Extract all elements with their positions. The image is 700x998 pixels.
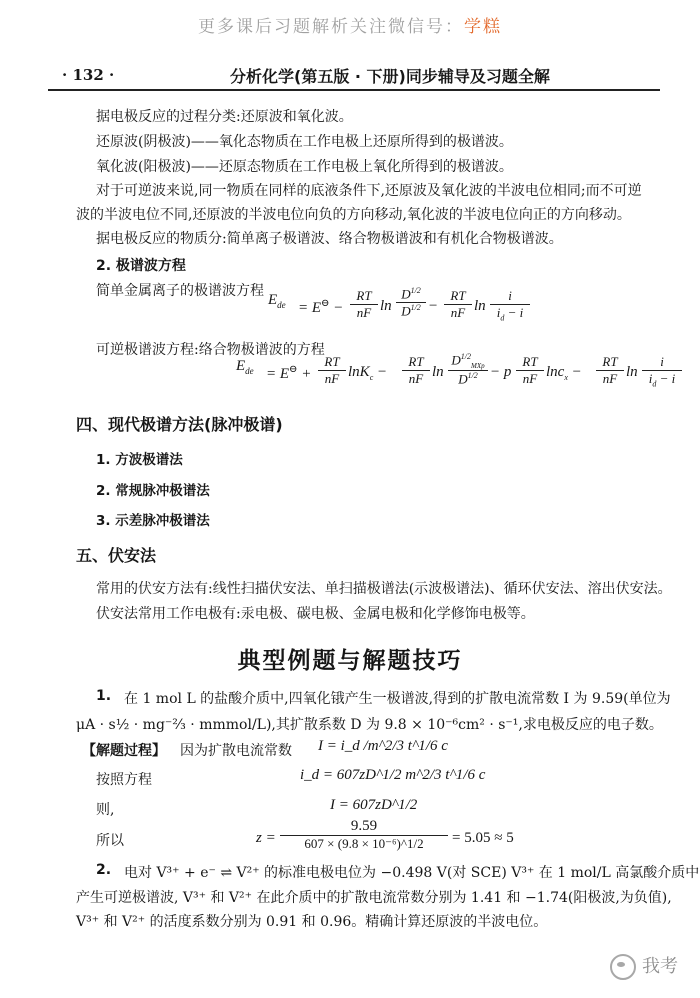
examples-title: 典型例题与解题技巧 [237, 648, 463, 674]
eq1-frac-d: $D^{1/2}$ $D^{1/2}$ [396, 286, 426, 320]
formula-z-rhs: = 5.05 ≈ 5 [452, 830, 514, 846]
intro-line-6: 据电极反应的物质分:简单离子极谱波、络合物极谱波和有机化合物极谱波。 [96, 231, 563, 247]
solution-text: 因为扩散电流常数 [180, 743, 292, 759]
q2-number: 2. [96, 862, 112, 878]
q1-line-2: μA · s½ · mg⁻⅔ · mmmol/L),其扩散系数 D 为 9.8 × 10⁻⁶cm² · s⁻¹,求电极反应的电子数。 [76, 717, 663, 733]
section-heading-voltammetry: 五、伏安法 [76, 546, 157, 565]
simple-ion-equation-label: 简单金属离子的极谱波方程 [96, 283, 264, 299]
watermark-text: 更多课后习题解析关注微信号： [198, 17, 464, 37]
q2-line-1: 电对 V³⁺ + e⁻ ⇌ V²⁺ 的标准电极电位为 −0.498 V(对 SCE) V³⁺ 在 1 mol/L 高氯酸介质中 [124, 865, 700, 881]
intro-line-5: 波的半波电位不同,还原波的半波电位向负的方向移动,氧化波的半波电位向正的方向移动。 [76, 207, 631, 223]
eq2-frac-d: $D^{1/2}_{MXp}$ $D^{1/2}$ [448, 352, 488, 387]
eq2-frac-rt-nf-3: RT nF [516, 354, 544, 387]
wechat-logo [610, 952, 678, 980]
watermark [0, 12, 700, 37]
wechat-icon [610, 954, 636, 980]
eq1-frac-i: i $i_d - i$ [490, 288, 530, 323]
footer-logo-text: 我考 [642, 956, 678, 977]
equation-simple-ion: $E_{de}$ = E⊖ − RT nF ln $D^{1/2}$ $D^{1/2}$ − RT nF ln i $i_d - i$ [268, 292, 286, 332]
header-rule [48, 89, 660, 91]
eq1-frac-rt-nf-1: RT nF [350, 288, 378, 321]
formula-z-lhs: z = [256, 830, 276, 846]
eq2-frac-rt-nf-4: RT nF [596, 354, 624, 387]
list-item: 2. 常规脉冲极谱法 [96, 483, 210, 499]
q1-number: 1. [96, 688, 112, 704]
formula-ilkovic: i_d = 607zD^1/2 m^2/3 t^1/6 c [300, 767, 486, 783]
eq2-frac-rt-nf-2: RT nF [402, 354, 430, 387]
voltammetry-line-1: 常用的伏安方法有:线性扫描伏安法、单扫描极谱法(示波极谱法)、循环伏安法、溶出伏安法。 [96, 581, 672, 597]
voltammetry-line-2: 伏安法常用工作电极有:汞电极、碳电极、金属电极和化学修饰电极等。 [96, 606, 535, 622]
solution-label: 【解题过程】 [82, 743, 166, 759]
intro-line-1: 据电极反应的过程分类:还原波和氧化波。 [96, 109, 353, 125]
list-item: 3. 示差脉冲极谱法 [96, 513, 210, 529]
eq2-frac-i: i $i_d - i$ [642, 354, 682, 389]
section-heading-pulse-polarography: 四、现代极谱方法(脉冲极谱) [76, 415, 283, 434]
q2-line-2: 产生可逆极谱波, V³⁺ 和 V²⁺ 在此介质中的扩散电流常数分别为 1.41 和 −1.74(阳极波,为负值), [76, 890, 672, 906]
then-label: 则, [96, 802, 115, 818]
formula-z-fraction: 9.59 607 × (9.8 × 10⁻⁶)^1/2 [280, 818, 448, 852]
q1-line-1: 在 1 mol L 的盐酸介质中,四氧化锇产生一极谱波,得到的扩散电流常数 I 为 9.59(单位为 [124, 691, 671, 707]
reversible-equation-label: 可逆极谱波方程:络合物极谱波的方程 [96, 342, 325, 358]
page-number: · 132 · [62, 66, 115, 84]
eq1-lhs: $E_{de}$ [268, 292, 286, 310]
eq1-frac-rt-nf-2: RT nF [444, 288, 472, 321]
according-label: 按照方程 [96, 772, 152, 788]
equation-complex: $E_{de}$ = E⊖ + RT nF lnK$_c$ − RT nF ln $D^{1/2}_{MXp}$ $D^{1/2}$ − p RT nF lnc$_x$ − RT nF ln i $i_d - i$ [236, 358, 254, 398]
formula-diffusion-constant: I = i_d /m^2/3 t^1/6 c [318, 738, 448, 754]
watermark-highlight: 学糕 [464, 17, 502, 37]
formula-I: I = 607zD^1/2 [330, 797, 418, 813]
so-label: 所以 [96, 833, 124, 849]
list-item: 1. 方波极谱法 [96, 452, 183, 468]
eq2-frac-rt-nf-1: RT nF [318, 354, 346, 387]
intro-line-4: 对于可逆波来说,同一物质在同样的底液条件下,还原波及氧化波的半波电位相同;而不可逆 [96, 183, 642, 199]
intro-line-3: 氧化波(阳极波)——还原态物质在工作电极上氧化所得到的极谱波。 [96, 159, 513, 175]
intro-line-2: 还原波(阴极波)——氧化态物质在工作电极上还原所得到的极谱波。 [96, 134, 513, 150]
header-title: 分析化学(第五版 · 下册)同步辅导及习题全解 [230, 67, 550, 86]
q2-line-3: V³⁺ 和 V²⁺ 的活度系数分别为 0.91 和 0.96。精确计算还原波的半波电位。 [76, 914, 548, 930]
section-heading-polarographic-equation: 2. 极谱波方程 [96, 258, 186, 274]
